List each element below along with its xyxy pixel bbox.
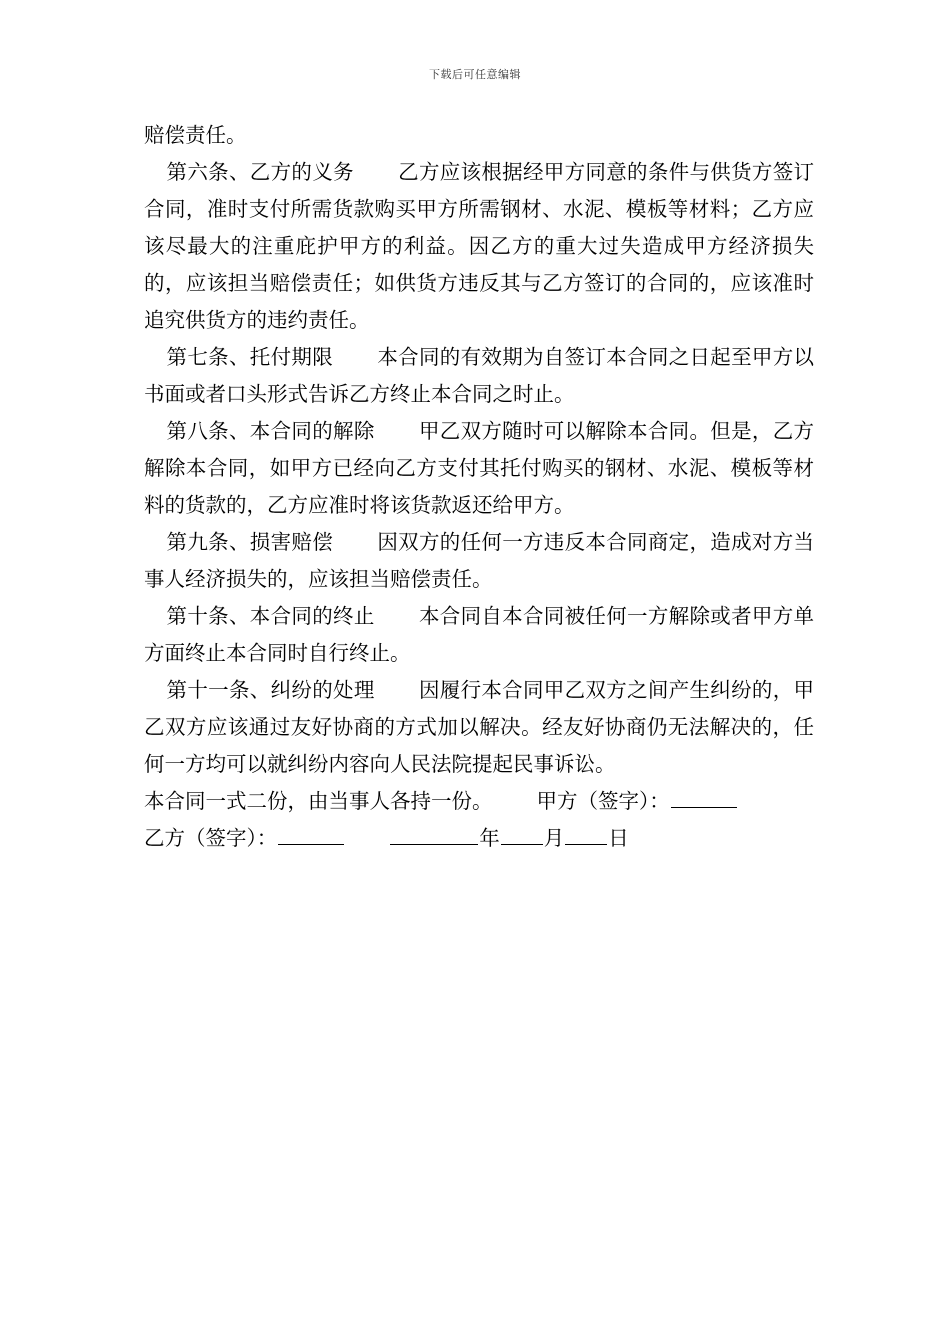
article-8 (144, 413, 814, 524)
closing-line-1 (144, 783, 814, 820)
article-11 (144, 672, 814, 783)
closing-line-2 (144, 820, 814, 857)
party-a-signature-blank (671, 787, 737, 808)
paragraph-continuation (144, 117, 814, 154)
party-b-signature-label: 乙方（签字）： (144, 826, 278, 850)
copies-statement: 本合同一式二份，由当事人各持一份。 (144, 789, 493, 813)
day-blank (565, 824, 607, 845)
article-heading: 第九条、损害赔偿 (166, 530, 334, 554)
day-label: 日 (608, 826, 629, 850)
article-body: 乙方应该根据经甲方同意的条件与供货方签订合同，准时支付所需货款购买甲方所需钢材、水泥、模板等材料；乙方应该尽最大的注重庇护甲方的利益。因乙方的重大过失造成甲方经济损失的，应该担当赔偿责任；如供货方违反其与乙方签订的合同的，应该准时追究供货方的违约责任。 (144, 160, 815, 332)
article-body: 因双方的任何一方违反本合同商定，造成对方当事人经济损失的，应该担当赔偿责任。 (144, 530, 815, 591)
month-label: 月 (543, 826, 565, 850)
year-label: 年 (479, 826, 500, 850)
article-heading: 第六条、乙方的义务 (166, 160, 354, 184)
article-7 (144, 339, 814, 413)
party-a-signature-label: 甲方（签字）： (536, 789, 670, 813)
article-heading: 第七条、托付期限 (166, 345, 334, 369)
article-6 (144, 154, 814, 339)
page-header: 下载后可任意编辑 (429, 68, 521, 81)
article-10 (144, 598, 814, 672)
article-heading: 第十条、本合同的终止 (166, 604, 375, 628)
paragraph-text: 赔偿责任。 (144, 123, 247, 147)
article-body: 因履行本合同甲乙双方之间产生纠纷的，甲乙双方应该通过友好协商的方式加以解决。经友好协商仍无法解决的，任何一方均可以就纠纷内容向人民法院提起民事诉讼。 (144, 678, 815, 776)
document-body (144, 117, 814, 857)
article-heading: 第十一条、纠纷的处理 (166, 678, 375, 702)
party-b-signature-blank (278, 824, 344, 845)
year-blank (390, 824, 478, 845)
article-heading: 第八条、本合同的解除 (166, 419, 375, 443)
article-9 (144, 524, 814, 598)
article-body: 本合同自本合同被任何一方解除或者甲方单方面终止本合同时自行终止。 (144, 604, 815, 665)
month-blank (501, 824, 543, 845)
article-body: 本合同的有效期为自签订本合同之日起至甲方以书面或者口头形式告诉乙方终止本合同之时止。 (144, 345, 815, 406)
article-body: 甲乙双方随时可以解除本合同。但是，乙方解除本合同，如甲方已经向乙方支付其托付购买的钢材、水泥、模板等材料的货款的，乙方应准时将该货款返还给甲方。 (144, 419, 815, 517)
